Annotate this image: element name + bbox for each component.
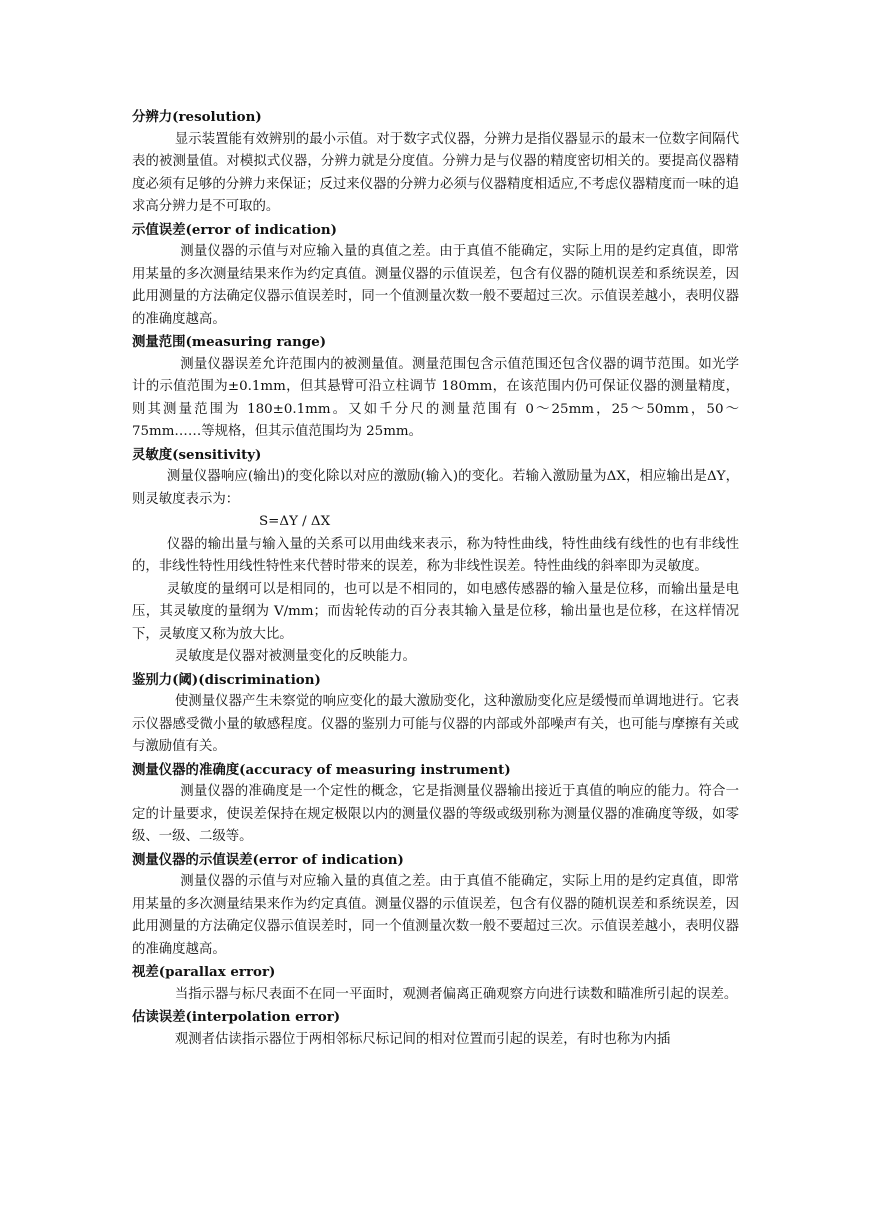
- term-heading: 估读误差(interpolation error): [132, 1009, 341, 1025]
- term-heading: 视差(parallax error): [132, 964, 276, 980]
- term-heading: 测量范围(measuring range): [132, 334, 327, 350]
- definition-paragraph: 观测者估读指示器位于两相邻标尺标记间的相对位置而引起的误差，有时也称为内插: [174, 1031, 671, 1047]
- definition-paragraph: 显示装置能有效辨别的最小示值。对于数字式仪器，分辨力是指仪器显示的最末一位数字间隔代表的被测量值。对模拟式仪器，分辨力就是分度值。分辨力是与仪器的精度密切相关的。要提高仪器精度必须有足够的分辨力来保证；反过来仪器的分辨力必须与仪器精度相适应,不考虑仪器精度而一味的追求高分辨力是不可取的。: [132, 131, 739, 214]
- term-heading: 测量仪器的示值误差(error of indication): [132, 851, 404, 868]
- term-heading: 鉴别力(阈)(discrimination): [132, 671, 321, 688]
- definition-paragraph: 测量仪器的示值与对应输入量的真值之差。由于真值不能确定，实际上用的是约定真值，即常用某量的多次测量结果来作为约定真值。测量仪器的示值误差，包含有仪器的随机误差和系统误差，因此用测量的方法确定仪器示值误差时，同一个值测量次数一般不要超过三次。示值误差越小，表明仪器的准确度越高。: [132, 244, 739, 327]
- explanation-paragraph: 仪器的输出量与输入量的关系可以用曲线来表示，称为特性曲线，特性曲线有线性的也有非线性的，非线性特性用线性特性来代替时带来的误差，称为非线性误差。特性曲线的斜率即为灵敏度。: [132, 536, 739, 574]
- section-accuracy: [132, 759, 739, 849]
- term-heading: 测量仪器的准确度(accuracy of measuring instrument): [132, 761, 511, 778]
- section-sensitivity: [132, 444, 739, 669]
- document-page: [132, 106, 739, 1051]
- explanation-paragraph: 灵敏度是仪器对被测量变化的反映能力。: [174, 649, 416, 664]
- term-heading: 分辨力(resolution): [132, 109, 262, 125]
- definition-paragraph: 测量仪器的准确度是一个定性的概念，它是指测量仪器输出接近于真值的响应的能力。符合一定的计量要求，使误差保持在规定极限以内的测量仪器的等级或级别称为测量仪器的准确度等级，如零级、一级、二级等。: [132, 784, 739, 844]
- definition-paragraph: 测量仪器误差允许范围内的被测量值。测量范围包含示值范围还包含仪器的调节范围。如光学计的示值范围为±0.1mm，但其悬臂可沿立柱调节 180mm，在该范围内仍可保证仪器的测量精度，则其测量范围为 180±0.1mm。又如千分尺的测量范围有 0～25mm，25～50mm，50～75mm……等规格，但其示值范围均为 25mm。: [132, 356, 739, 439]
- definition-paragraph: 使测量仪器产生未察觉的响应变化的最大激励变化，这种激励变化应是缓慢而单调地进行。它表示仪器感受微小量的敏感程度。仪器的鉴别力可能与仪器的内部或外部噪声有关，也可能与摩擦有关或与激励值有关。: [132, 694, 739, 754]
- section-interpolation-error: [132, 1006, 739, 1051]
- section-error-of-indication: [132, 219, 739, 332]
- section-discrimination: [132, 669, 739, 759]
- explanation-paragraph: 灵敏度的量纲可以是相同的，也可以是不相同的，如电感传感器的输入量是位移，而输出量是电压，其灵敏度的量纲为 V/mm；而齿轮传动的百分表其输入量是位移，输出量也是位移，在这样情况下，灵敏度又称为放大比。: [132, 581, 739, 642]
- term-heading: 示值误差(error of indication): [132, 221, 337, 238]
- section-measuring-range: [132, 331, 739, 444]
- section-instrument-error-of-indication: [132, 849, 739, 962]
- section-parallax-error: [132, 961, 739, 1006]
- sensitivity-formula: S=ΔY / ΔX: [259, 514, 331, 529]
- definition-paragraph: 当指示器与标尺表面不在同一平面时，观测者偏离正确观察方向进行读数和瞄准所引起的误差。: [174, 986, 738, 1002]
- definition-paragraph: 测量仪器响应(输出)的变化除以对应的激励(输入)的变化。若输入激励量为ΔX，相应输出是ΔY，则灵敏度表示为：: [132, 469, 739, 507]
- definition-paragraph: 测量仪器的示值与对应输入量的真值之差。由于真值不能确定，实际上用的是约定真值，即常用某量的多次测量结果来作为约定真值。测量仪器的示值误差，包含有仪器的随机误差和系统误差，因此用测量的方法确定仪器示值误差时，同一个值测量次数一般不要超过三次。示值误差越小，表明仪器的准确度越高。: [132, 874, 739, 957]
- term-heading: 灵敏度(sensitivity): [132, 446, 262, 463]
- section-resolution: [132, 106, 739, 219]
